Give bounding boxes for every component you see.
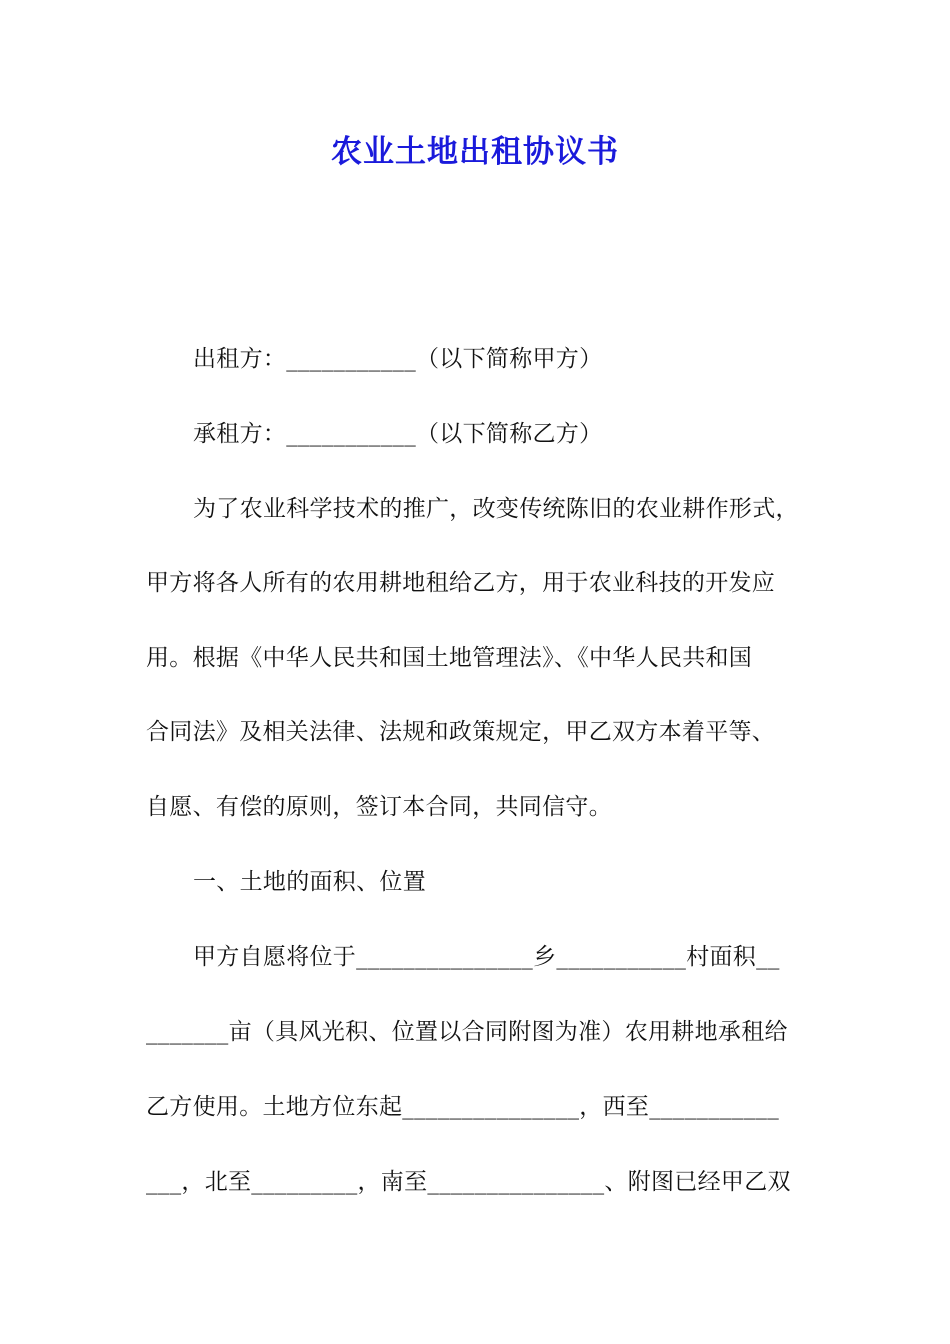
- lessor-line: 出租方：___________（以下简称甲方）: [193, 346, 603, 372]
- paragraph-line: 乙方使用。土地方位东起_______________，西至___________: [146, 1094, 779, 1120]
- paragraph-line: 合同法》及相关法律、法规和政策规定，甲乙双方本着平等、: [146, 719, 776, 745]
- paragraph-line: 甲方自愿将位于_______________乡___________村面积__: [193, 944, 780, 970]
- section-heading: 一、土地的面积、位置: [193, 869, 426, 895]
- paragraph-line: _______亩（具风光积、位置以合同附图为准）农用耕地承租给: [146, 1019, 788, 1045]
- paragraph-line: 甲方将各人所有的农用耕地租给乙方，用于农业科技的开发应: [146, 570, 776, 596]
- paragraph-line: ___，北至_________，南至_______________、附图已经甲乙双: [146, 1169, 791, 1195]
- paragraph-line: 自愿、有偿的原则，签订本合同，共同信守。: [146, 794, 612, 820]
- paragraph-line: 用。根据《中华人民共和国土地管理法》、《中华人民共和国: [146, 645, 753, 671]
- paragraph-line: 为了农业科学技术的推广，改变传统陈旧的农业耕作形式，: [193, 496, 799, 522]
- lessee-line: 承租方：___________（以下简称乙方）: [193, 421, 603, 447]
- document-title: 农业土地出租协议书: [331, 134, 619, 170]
